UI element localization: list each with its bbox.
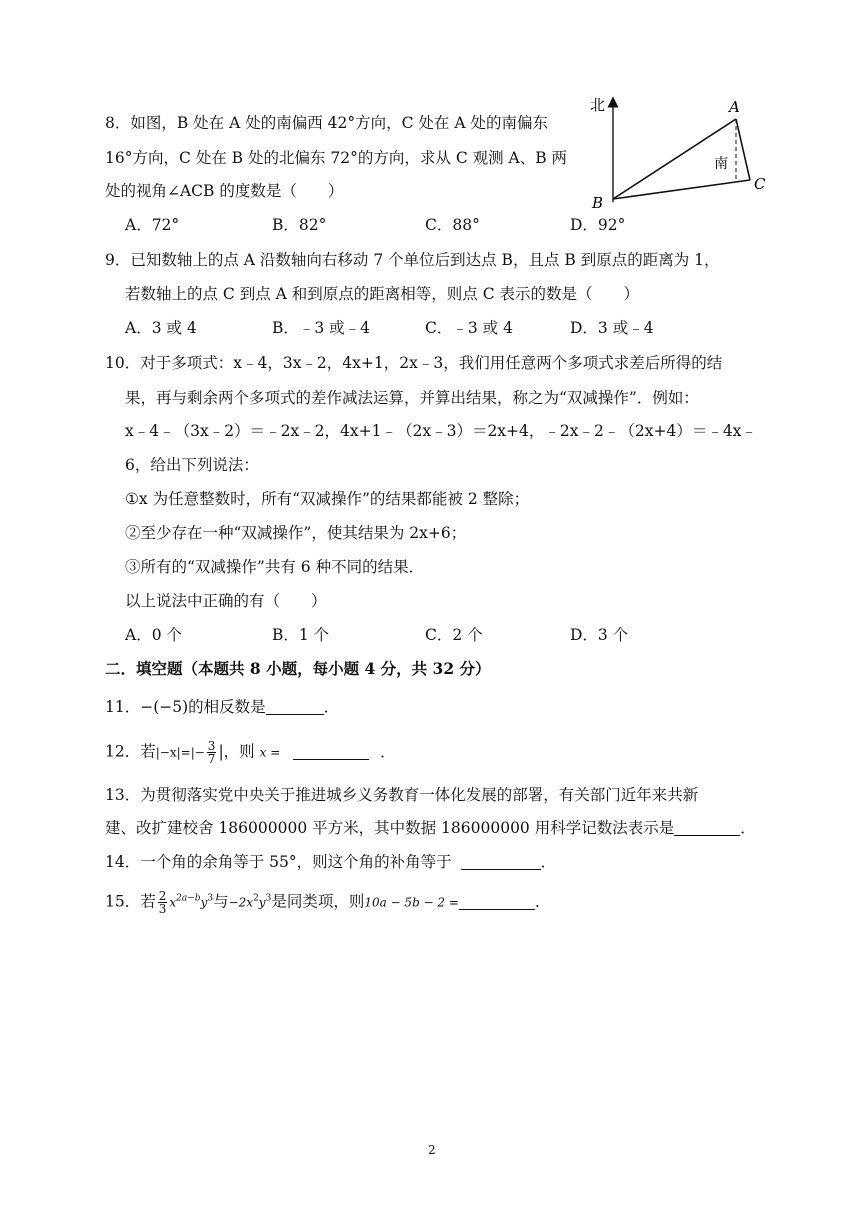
q9-line1: 9．已知数轴上的点 A 沿数轴向右移动 7 个单位后到达点 B，且点 B 到原点的距离为 1，	[105, 251, 720, 269]
q9-option-c: C．﹣3 或 4	[425, 319, 513, 337]
q10-ask: 以上说法中正确的有（ ）	[125, 592, 327, 610]
q15-term1-y-exp: 3	[207, 893, 214, 904]
q15-expr: 10a − 5b − 2 =	[364, 895, 459, 910]
segment-bc	[613, 180, 750, 199]
q15-mid: 与	[213, 892, 229, 911]
q14-answer-blank[interactable]	[461, 853, 541, 870]
q10-option-c: C．2 个	[425, 626, 483, 644]
q15-term2-y: y	[258, 895, 266, 910]
q12	[105, 740, 396, 765]
q8-option-c: C．88°	[425, 216, 480, 234]
q15-term1-y: y	[200, 895, 208, 910]
section-2-heading: 二．填空题（本题共 8 小题，每小题 4 分，共 32 分）	[105, 659, 491, 678]
q12-end: ．	[380, 742, 396, 761]
q12-fraction	[207, 740, 217, 765]
q15-term2-x-exp: 2	[253, 893, 259, 904]
page-number: 2	[428, 1143, 436, 1157]
q8-line3: 处的视角∠ACB 的度数是（ ）	[105, 182, 344, 200]
q15-denominator: 3	[158, 902, 167, 916]
q12-prefix: 12．若	[105, 742, 156, 761]
q13-end: ．	[740, 819, 756, 837]
q15-term2-y-exp: 3	[265, 893, 272, 904]
q15-end: ．	[534, 892, 551, 911]
q10-statement-1: ①x 为任意整数时，所有“双减操作”的结果都能被 2 整除；	[125, 490, 530, 508]
q15-answer-blank[interactable]	[459, 893, 535, 910]
q12-var: x =	[259, 745, 281, 760]
q14-text: 14．一个角的余角等于 55°，则这个角的补角等于	[105, 853, 452, 871]
north-label: 北	[590, 96, 606, 114]
south-label: 南	[714, 156, 728, 172]
q12-answer-blank[interactable]	[293, 743, 369, 760]
q15-rest: 是同类项，则	[271, 892, 365, 911]
q15-term1-x: x	[169, 895, 177, 910]
segment-ac	[736, 119, 750, 180]
q10-option-d: D．3 个	[570, 626, 629, 644]
q13-line2: 建、改扩建校舍 186000000 平方米，其中数据 186000000 用科学记数法表示是	[105, 819, 675, 837]
q10-option-b: B．1 个	[272, 626, 330, 644]
q11	[105, 697, 339, 717]
q11-text: 的相反数是	[188, 698, 266, 716]
q13-answer-blank[interactable]	[674, 819, 740, 836]
point-a-label: A	[729, 98, 740, 116]
q8-line2: 16°方向，C 处在 B 处的北偏东 72°的方向，求从 C 观测 A、B 两	[105, 149, 568, 167]
q8-option-a: A．72°	[125, 216, 180, 234]
q10-line2: 果，再与剩余两个多项式的差作减法运算，并算出结果，称之为“双减操作”．例如：	[125, 389, 699, 407]
q10-line1: 10．对于多项式：x﹣4，3x﹣2，4x+1，2x﹣3，我们用任意两个多项式求差后所得的结	[105, 354, 723, 372]
q10-statement-2: ②至少存在一种“双减操作”，使其结果为 2x+6；	[125, 524, 467, 542]
q11-prefix: 11．	[105, 698, 141, 716]
q11-expr: −(−5)	[140, 698, 189, 716]
q8-option-b: B．82°	[272, 216, 327, 234]
q13-line2-wrap	[105, 818, 756, 838]
q12-numerator: 3	[207, 739, 216, 753]
q8-option-d: D．92°	[570, 216, 626, 234]
q15-fraction	[158, 890, 168, 915]
q13-line1: 13．为贯彻落实党中央关于推进城乡义务教育一体化发展的部署，有关部门近年来共新	[105, 786, 699, 804]
q10-line4: 6，给出下列说法：	[125, 456, 259, 474]
q9-option-a: A．3 或 4	[125, 319, 197, 337]
q9-option-b: B．﹣3 或﹣4	[272, 319, 371, 337]
q12-lhs: |−x|=|−	[155, 745, 205, 760]
q15-term1-x-exp: 2a−b	[176, 893, 201, 904]
q12-rhs: |，则	[218, 742, 255, 761]
q12-denominator: 7	[207, 752, 216, 766]
point-c-label: C	[754, 175, 766, 193]
q10-statement-3: ③所有的“双减操作”共有 6 种不同的结果．	[125, 558, 425, 576]
q11-answer-blank[interactable]	[266, 698, 324, 715]
point-b-label: B	[592, 194, 604, 212]
q9-option-d: D．3 或﹣4	[570, 319, 654, 337]
q15	[105, 890, 550, 915]
q14	[105, 852, 556, 872]
q15-numerator: 2	[158, 889, 167, 903]
q15-term2-x: −2x	[228, 895, 254, 910]
q8-line1: 8．如图，B 处在 A 处的南偏西 42°方向，C 处在 A 处的南偏东	[105, 114, 548, 132]
q10-option-a: A．0 个	[125, 626, 182, 644]
q11-end: ．	[323, 698, 340, 716]
q15-prefix: 15．若	[105, 892, 156, 911]
direction-figure	[588, 92, 768, 212]
q10-line3: x﹣4﹣（3x﹣2）＝﹣2x﹣2，4x+1﹣（2x﹣3）＝2x+4，﹣2x﹣2﹣（2x+4）＝﹣4x﹣	[125, 422, 757, 440]
q9-line2: 若数轴上的点 C 到点 A 和到原点的距离相等，则点 C 表示的数是（ ）	[125, 285, 639, 303]
q14-end: ．	[540, 853, 557, 871]
